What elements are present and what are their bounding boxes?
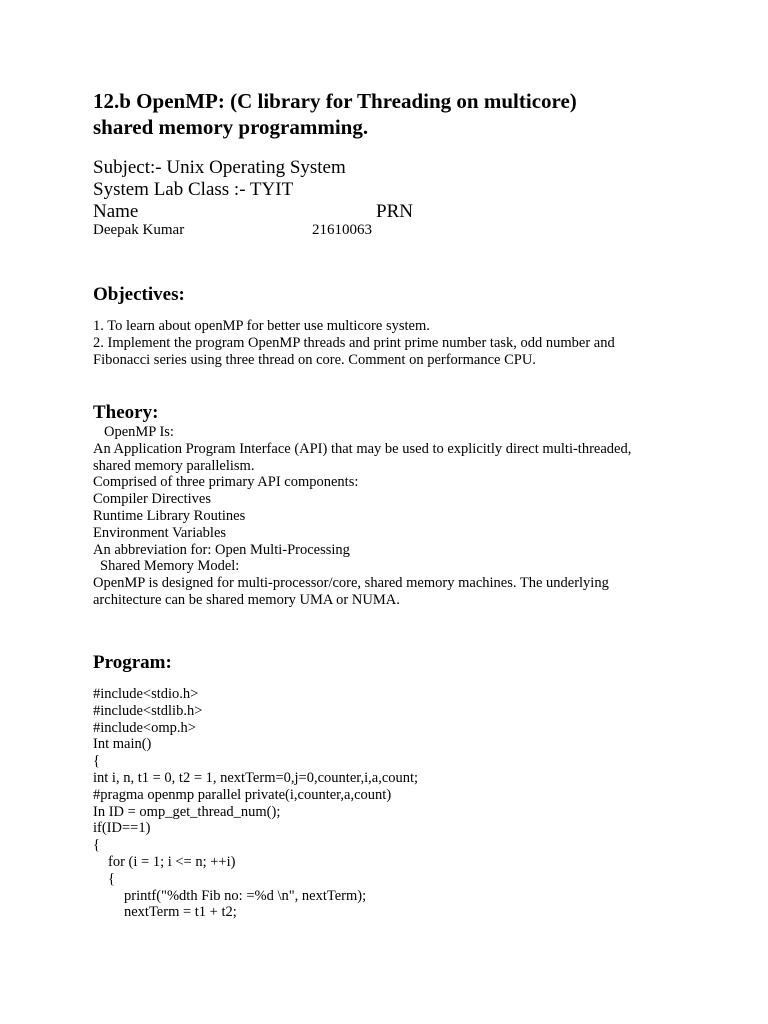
program-heading: Program: (93, 652, 172, 673)
objectives-heading: Objectives: (93, 284, 185, 305)
objective-line: 2. Implement the program OpenMP threads and print prime number task, odd number and (93, 334, 615, 351)
code-line: #pragma openmp parallel private(i,counter,a,count) (93, 786, 392, 803)
program-code (93, 686, 683, 921)
theory-heading: Theory: (93, 402, 159, 423)
theory-line: shared memory parallelism. (93, 457, 255, 474)
theory-line: OpenMP is designed for multi-processor/core, shared memory machines. The underlying (93, 575, 609, 592)
code-line: { (93, 837, 100, 854)
code-line: #include<omp.h> (93, 719, 196, 736)
code-line: #include<stdio.h> (93, 686, 199, 702)
code-line: for (i = 1; i <= n; ++i) (108, 853, 236, 870)
subject-line: Subject:- Unix Operating System (93, 157, 346, 178)
code-line: int i, n, t1 = 0, t2 = 1, nextTerm=0,j=0,counter,i,a,count; (93, 769, 419, 786)
name-label: Name (93, 201, 139, 222)
code-line: In ID = omp_get_thread_num(); (93, 803, 281, 820)
theory-line: Runtime Library Routines (93, 507, 246, 524)
code-line: Int main() (93, 736, 152, 753)
objective-line: Fibonacci series using three thread on core. Comment on performance CPU. (93, 351, 536, 368)
code-line: printf("%dth Fib no: =%d \n", nextTerm); (124, 887, 367, 904)
theory-line: Compiler Directives (93, 491, 211, 508)
theory-line: architecture can be shared memory UMA or NUMA. (93, 591, 400, 608)
code-line: { (93, 753, 100, 770)
theory-line: OpenMP Is: (104, 424, 174, 440)
theory-line: Comprised of three primary API components: (93, 474, 359, 491)
code-line: if(ID==1) (93, 820, 151, 837)
student-prn: 21610063 (312, 222, 372, 238)
theory-line: An abbreviation for: Open Multi-Processing (93, 541, 350, 558)
student-name: Deepak Kumar (93, 222, 185, 238)
lab-class-line: System Lab Class :- TYIT (93, 179, 294, 200)
objective-line: 1. To learn about openMP for better use multicore system. (93, 318, 430, 334)
theory-line: Environment Variables (93, 524, 227, 541)
theory-line: Shared Memory Model: (100, 558, 240, 575)
code-line: #include<stdlib.h> (93, 702, 203, 719)
theory-line: An Application Program Interface (API) that may be used to explicitly direct multi-threaded, (93, 440, 632, 457)
code-line: { (108, 870, 115, 887)
document-title: 12.b OpenMP: (C library for Threading on multicore) shared memory programming. (93, 89, 577, 139)
code-line: nextTerm = t1 + t2; (124, 904, 237, 921)
objectives-section (93, 318, 683, 368)
prn-label: PRN (376, 201, 413, 222)
theory-section (93, 424, 683, 609)
